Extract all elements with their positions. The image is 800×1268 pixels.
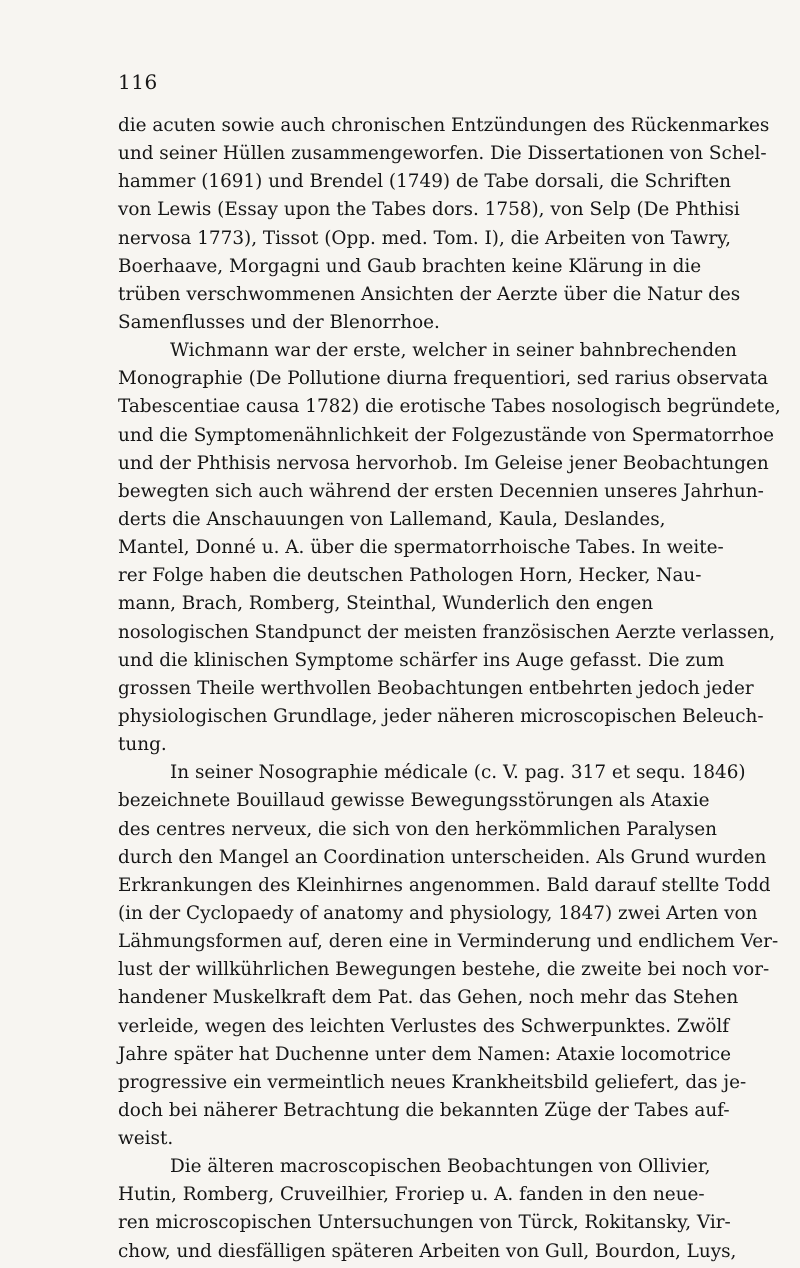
text-line: physiologischen Grundlage, jeder näheren microscopischen Beleuch- (118, 705, 764, 727)
text-line: Jahre später hat Duchenne unter dem Namen: Ataxie locomotrice (118, 1043, 732, 1065)
text-line: Erkrankungen des Kleinhirnes angenommen. Bald darauf stellte Todd (118, 874, 771, 896)
text-line: bewegten sich auch während der ersten Decennien unseres Jahrhun- (118, 480, 764, 502)
text-line: Lähmungsformen auf, deren eine in Verminderung und endlichem Ver- (118, 931, 779, 953)
text-line: durch den Mangel an Coordination unterscheiden. Als Grund wurden (118, 846, 767, 868)
text-line: nervosa 1773), Tissot (Opp. med. Tom. I), die Arbeiten von Tawry, (118, 227, 731, 249)
text-line: Samenflusses und der Blenorrhoe. (118, 311, 440, 333)
paragraph-start-line: Die älteren macroscopischen Beobachtungen von Ollivier, (170, 1156, 711, 1178)
text-line: chow, und diesfälligen späteren Arbeiten von Gull, Bourdon, Luys, (118, 1240, 737, 1262)
text-line: nosologischen Standpunct der meisten französischen Aerzte verlassen, (118, 621, 776, 643)
text-line: grossen Theile werthvollen Beobachtungen entbehrten jedoch jeder (118, 677, 754, 699)
text-line: und die klinischen Symptome schärfer ins Auge gefasst. Die zum (118, 649, 725, 671)
text-line: Monographie (De Pollutione diurna frequentiori, sed rarius observata (118, 368, 769, 390)
text-line: tung. (118, 734, 167, 756)
text-line: Tabescentiae causa 1782) die erotische Tabes nosologisch begründete, (118, 396, 781, 418)
text-line: verleide, wegen des leichten Verlustes des Schwerpunktes. Zwölf (118, 1015, 730, 1037)
text-line: lust der willkührlichen Bewegungen bestehe, die zweite bei noch vor- (118, 959, 770, 981)
text-line: bezeichnete Bouillaud gewisse Bewegungsstörungen als Ataxie (118, 790, 710, 812)
page-number: 116 (118, 70, 158, 94)
text-line: des centres nerveux, die sich von den herkömmlichen Paralysen (118, 818, 718, 840)
text-line: (in der Cyclopaedy of anatomy and physiology, 1847) zwei Arten von (118, 902, 758, 924)
text-line: progressive ein vermeintlich neues Krankheitsbild geliefert, das je- (118, 1071, 747, 1093)
text-line: trüben verschwommenen Ansichten der Aerzte über die Natur des (118, 283, 741, 305)
text-line: hammer (1691) und Brendel (1749) de Tabe dorsali, die Schriften (118, 171, 731, 193)
text-line: und der Phthisis nervosa hervorhob. Im Geleise jener Beobachtungen (118, 452, 769, 474)
text-line: Mantel, Donné u. A. über die spermatorrhoische Tabes. In weite- (118, 537, 724, 559)
text-line: weist. (118, 1128, 174, 1150)
paragraph-start-line: Wichmann war der erste, welcher in seiner bahnbrechenden (170, 340, 737, 362)
text-line: und seiner Hüllen zusammengeworfen. Die Dissertationen von Schel- (118, 143, 767, 165)
text-line: Boerhaave, Morgagni und Gaub brachten keine Klärung in die (118, 255, 702, 277)
text-line: ren microscopischen Untersuchungen von Türck, Rokitansky, Vir- (118, 1212, 731, 1234)
text-line: mann, Brach, Romberg, Steinthal, Wunderlich den engen (118, 593, 654, 615)
body-text (118, 112, 780, 1266)
text-line: und die Symptomenähnlichkeit der Folgezustände von Spermatorrhoe (118, 424, 775, 446)
text-line: Hutin, Romberg, Cruveilhier, Froriep u. A. fanden in den neue- (118, 1184, 705, 1206)
paragraph-start-line: In seiner Nosographie médicale (c. V. pag. 317 et sequ. 1846) (170, 762, 746, 784)
text-line: rer Folge haben die deutschen Pathologen Horn, Hecker, Nau- (118, 565, 702, 587)
text-line: derts die Anschauungen von Lallemand, Kaula, Deslandes, (118, 508, 666, 530)
text-line: die acuten sowie auch chronischen Entzündungen des Rückenmarkes (118, 115, 770, 136)
text-line: handener Muskelkraft dem Pat. das Gehen, noch mehr das Stehen (118, 987, 739, 1009)
text-line: von Lewis (Essay upon the Tabes dors. 1758), von Selp (De Phthisi (118, 199, 740, 221)
text-line: doch bei näherer Betrachtung die bekannten Züge der Tabes auf- (118, 1099, 730, 1121)
